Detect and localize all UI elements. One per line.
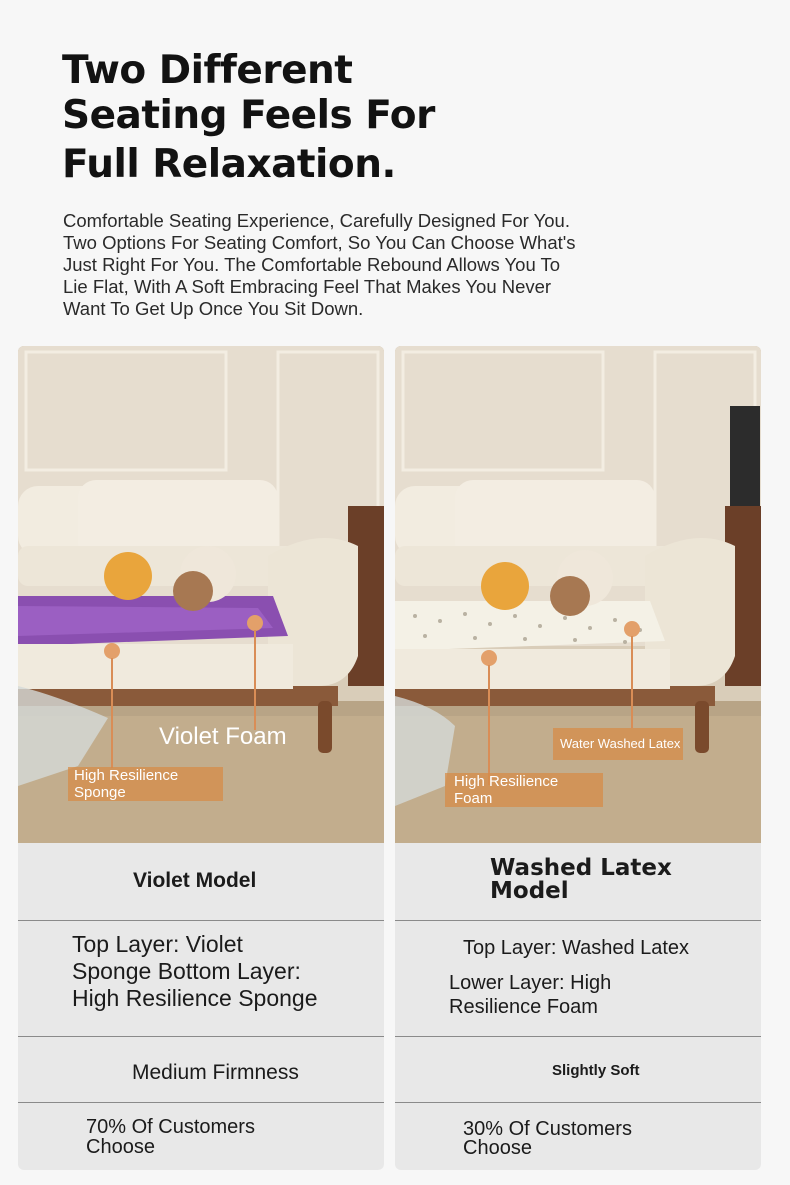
firmness-row (395, 1036, 761, 1102)
latex-sofa-illustration (395, 346, 761, 843)
intro-line: Just Right For You. The Comfortable Rebound Allows You To (63, 254, 561, 275)
washed-latex-model-card (395, 346, 761, 1170)
firmness-row (18, 1036, 384, 1102)
headline (62, 48, 562, 187)
customers-text (86, 1117, 255, 1157)
intro-line: Lie Flat, With A Soft Embracing Feel That Makes You Never (63, 276, 552, 297)
marker-line (631, 636, 633, 728)
foam-tag-label: High Resilience Foam (454, 773, 559, 807)
layers-text (72, 931, 318, 1012)
layers-line: Sponge Bottom Layer: (72, 958, 301, 984)
marker-line (254, 630, 256, 730)
layers-row (18, 920, 384, 1036)
customers-line: Choose (463, 1137, 532, 1159)
headline-line: Two Different (62, 48, 353, 93)
layers-line: Top Layer: Violet (72, 931, 243, 957)
layers-row (395, 920, 761, 1036)
firmness-text: Medium Firmness (132, 1061, 299, 1084)
latex-sofa-photo (395, 346, 761, 843)
intro-line: Comfortable Seating Experience, Carefully Designed For You. (63, 210, 570, 231)
marker-dot (104, 643, 120, 659)
model-name-line: Washed Latex (490, 855, 672, 881)
model-name-line: Model (490, 878, 569, 904)
customers-text (463, 1120, 632, 1158)
violet-foam-label: Violet Foam (159, 723, 287, 750)
firmness-text: Slightly Soft (552, 1062, 640, 1079)
sponge-tag-label: High Resilience Sponge (74, 767, 179, 801)
layers-bottom-text (449, 971, 611, 1019)
headline-line: Seating Feels For (62, 93, 435, 138)
model-row (395, 843, 761, 920)
model-row (18, 843, 384, 920)
layers-line: Lower Layer: High (449, 972, 612, 994)
customers-line: 70% Of Customers (86, 1116, 255, 1138)
violet-sofa-photo (18, 346, 384, 843)
intro-line: Want To Get Up Once You Sit Down. (63, 298, 364, 319)
headline-line: Full Relaxation. (62, 142, 396, 187)
customers-line: Choose (86, 1136, 155, 1158)
model-name (490, 857, 672, 903)
violet-model-card (18, 346, 384, 1170)
marker-dot (481, 650, 497, 666)
marker-line (111, 658, 113, 768)
customers-line: 30% Of Customers (463, 1118, 632, 1140)
intro-text (63, 210, 633, 320)
marker-dot (624, 621, 640, 637)
marker-dot (247, 615, 263, 631)
marker-line (488, 665, 490, 785)
layers-line: Resilience Foam (449, 996, 598, 1018)
latex-tag-label: Water Washed Latex (560, 736, 681, 751)
customers-row (395, 1102, 761, 1170)
layers-top-text: Top Layer: Washed Latex (463, 937, 690, 959)
intro-line: Two Options For Seating Comfort, So You Can Choose What's (63, 232, 576, 253)
model-name: Violet Model (133, 869, 257, 892)
layers-line: High Resilience Sponge (72, 985, 318, 1011)
customers-row (18, 1102, 384, 1170)
